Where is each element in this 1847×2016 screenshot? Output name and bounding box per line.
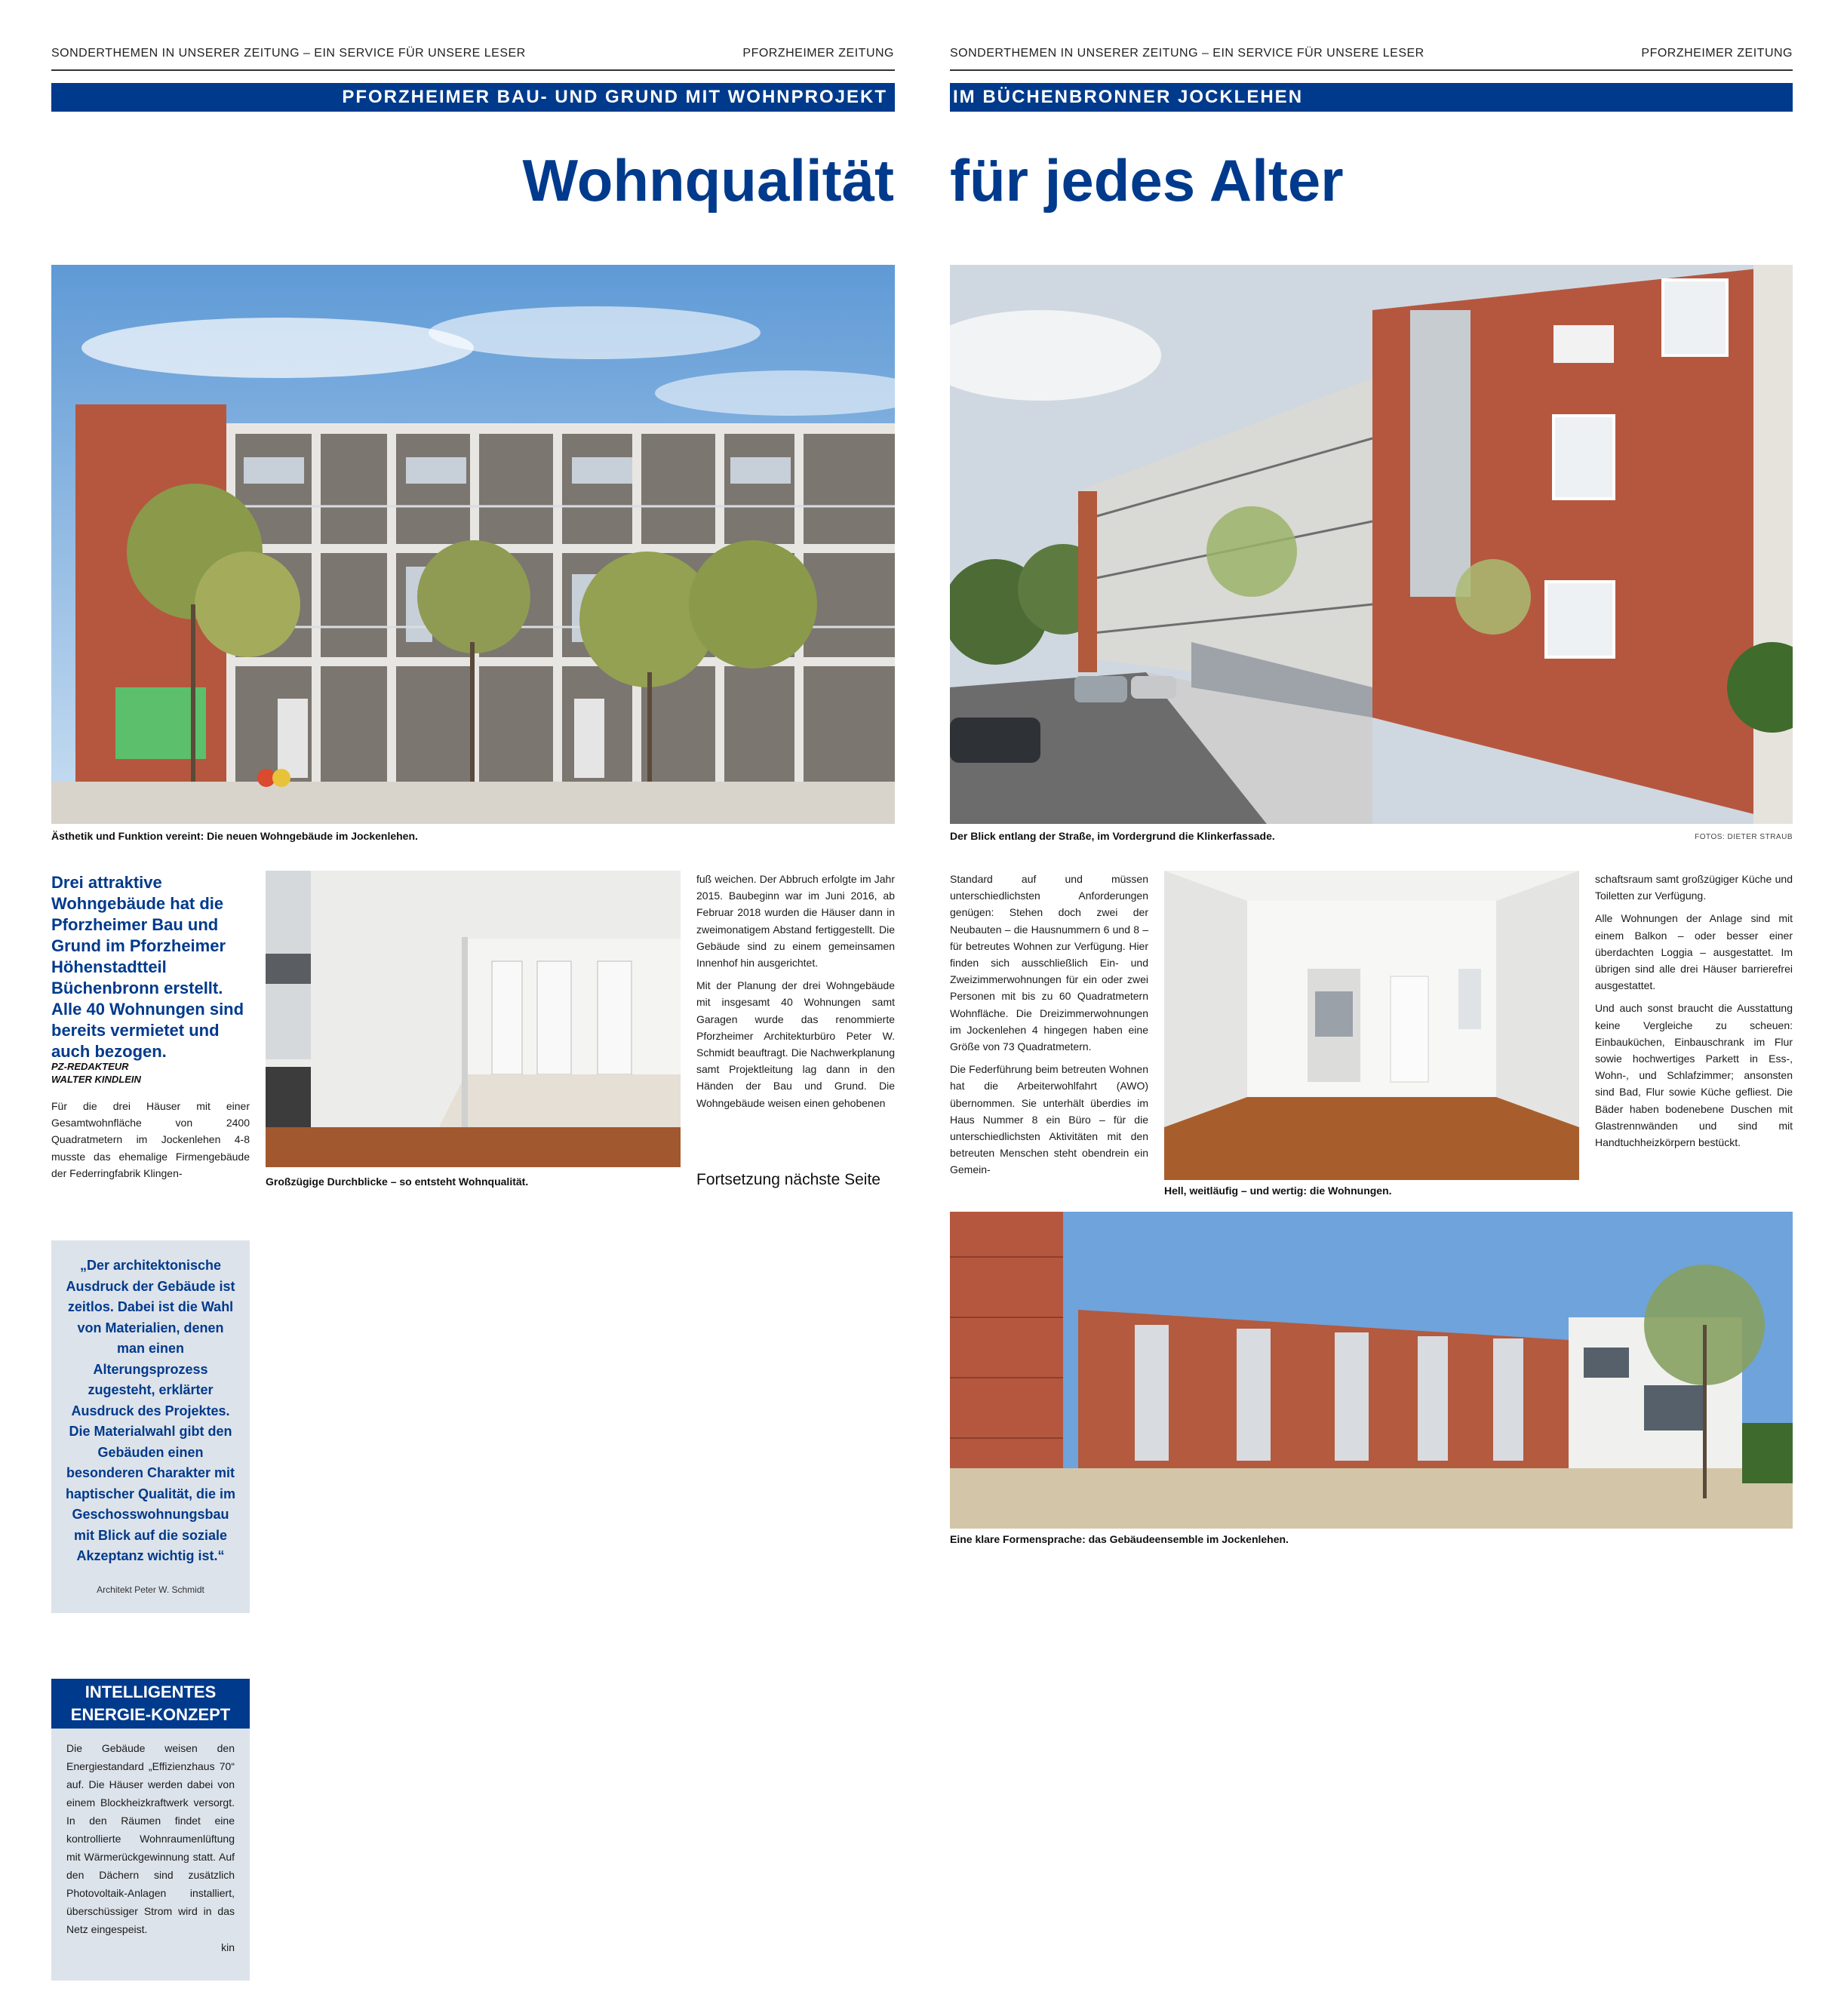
right-column-1-text: [950, 871, 1148, 1185]
quote-source: Architekt Peter W. Schmidt: [97, 1584, 204, 1595]
caption-photo-interior-hallway: Großzügige Durchblicke – so entsteht Wohnqualität.: [266, 1175, 529, 1188]
article-lead: Drei attraktive Wohngebäude hat die Pforzheimer Bau und Grund im Pforzheimer Höhenstadtteil Büchenbronn erstellt. Alle 40 Wohnungen sind bereits vermietet und auch bezogen.: [51, 873, 244, 1061]
photo-credit: FOTOS: DIETER STRAUB: [1695, 833, 1793, 841]
right-column-3-paragraph-3: Und auch sonst braucht die Ausstattung keine Vergleiche zu scheuen: Einbauküchen, Einbauschrank im Flur sowie hochwertiges Parkett in Ess-, Wohn-, und Schlafzimmer; ansonsten sind Bad, Flur sowie Küche gefliest. Die Bäder haben bodenebene Duschen mit Glastrennwänden und sind mit Handtuchheizkörpern bestückt.: [1595, 1002, 1793, 1149]
info-box-title: [51, 1679, 250, 1729]
right-column-3-paragraph-2: Alle Wohnungen der Anlage sind mit einem Balkon – oder besser einer überdachten Loggia – ausgestattet. Im übrigen sind alle drei Häuser barrierefrei ausgestattet.: [1595, 912, 1793, 992]
info-box-title-line-2: ENERGIE-KONZEPT: [70, 1705, 231, 1724]
right-header-rule: [950, 69, 1793, 71]
photo-street-view: [950, 265, 1793, 824]
right-column-1-paragraph-1: Standard auf und müssen unterschiedlichsten Anforderungen genügen: Stehen doch zwei der Neubauten – die Hausnummern 6 und 8 – für betreutes Wohnen zur Verfügung. Hier finden sich ausschließlich Ein- und Zweizimmerwohnungen für ein oder zwei Personen mit bis zu 60 Quadratmetern Wohnfläche. Die Dreizimmerwohnungen im Jockenlehen 4 hingegen haben eine Größe von 73 Quadratmetern.: [950, 873, 1148, 1053]
left-header-left: SONDERTHEMEN IN UNSERER ZEITUNG – EIN SERVICE FÜR UNSERE LESER: [51, 47, 526, 60]
left-header-rule: [51, 69, 895, 71]
right-column-1-paragraph-2: Die Federführung beim betreuten Wohnen hat die Arbeiterwohlfahrt (AWO) übernommen. Sie unterhält überdies im Haus Nummer 8 ein Büro – für die unterschiedlichsten Aktivitäten mit den betreuten Menschen steht obendrein ein Gemein-: [950, 1063, 1148, 1176]
right-column-3-paragraph-1: schaftsraum samt großzügiger Küche und Toiletten zur Verfügung.: [1595, 873, 1793, 902]
photo-courtyard-ensemble: [950, 1212, 1793, 1529]
caption-photo-courtyard-ensemble: Eine klare Formensprache: das Gebäudeensemble im Jockenlehen.: [950, 1533, 1289, 1545]
info-box-text: Die Gebäude weisen den Energiestandard „Effizienzhaus 70“ auf. Die Häuser werden dabei von einem Blockheizkraftwerk versorgt. In den Räumen findet eine kontrollierte Wohnraumenlüftung mit Wärmerückgewinnung statt. Auf den Dächern sind zusätzlich Photovoltaik-Anlagen installiert, überschüssiger Strom wird in das Netz eingespeist.: [66, 1742, 235, 1935]
left-column-1-text: Für die drei Häuser mit einer Gesamtwohnfläche von 2400 Quadratmetern im Jockenlehen 4-8 musste das ehemalige Firmengebäude der Federringfabrik Klingen-: [51, 1100, 250, 1179]
info-box-body: [51, 1729, 250, 1981]
info-box-author: kin: [221, 1941, 235, 1953]
photo-interior-hallway: [266, 871, 681, 1167]
left-header-right: PFORZHEIMER ZEITUNG: [742, 47, 894, 60]
continuation-note: Fortsetzung nächste Seite: [696, 1171, 880, 1188]
left-column-3-text: [696, 871, 895, 1117]
photo-building-front: [51, 265, 895, 824]
info-box-title-line-1: INTELLIGENTES: [85, 1683, 217, 1701]
caption-photo-street-view: Der Blick entlang der Straße, im Vordergrund die Klinkerfassade.: [950, 830, 1275, 842]
right-column-3-text: [1595, 871, 1793, 1157]
quote-box: [51, 1240, 250, 1613]
byline-author: WALTER KINDLEIN: [51, 1074, 141, 1085]
headline-left: Wohnqualität: [522, 147, 894, 214]
photo-interior-living: [1164, 871, 1579, 1180]
caption-photo-building-front: Ästhetik und Funktion vereint: Die neuen Wohngebäude im Jockenlehen.: [51, 830, 418, 842]
left-column-3-paragraph-2: Mit der Planung der drei Wohngebäude mit insgesamt 40 Wohnungen samt Garagen wurde das renommierte Pforzheimer Architekturbüro Peter W. Schmidt beauftragt. Die Nachwerkplanung samt Projektleitung lag dann in den Händen der Bau und Grund. Die Wohngebäude weisen einen gehobenen: [696, 979, 895, 1109]
byline-role: PZ-REDAKTEUR: [51, 1061, 129, 1072]
headline-right: für jedes Alter: [950, 147, 1344, 214]
left-column-3-paragraph-1: fuß weichen. Der Abbruch erfolgte im Jahr 2015. Baubeginn war im Juni 2016, ab Februar 2018 wurden die Häuser dann in zweimonatigem Abstand fertiggestellt. Die Gebäude sind zu einem gemeinsamen Innenhof hin ausgerichtet.: [696, 873, 895, 970]
caption-photo-interior-living: Hell, weitläufig – und wertig: die Wohnungen.: [1164, 1185, 1392, 1197]
quote-text: „Der architektonische Ausdruck der Gebäude ist zeitlos. Dabei ist die Wahl von Materialien, denen man einen Alterungsprozess zugesteht, erklärter Ausdruck des Projektes. Die Materialwahl gibt den Gebäuden einen besonderen Charakter mit haptischer Qualität, die im Geschosswohnungsbau mit Blick auf die soziale Akzeptanz wichtig ist.“: [65, 1258, 236, 1563]
right-section-band: IM BÜCHENBRONNER JOCKLEHEN: [950, 83, 1793, 112]
right-header-left: SONDERTHEMEN IN UNSERER ZEITUNG – EIN SERVICE FÜR UNSERE LESER: [950, 47, 1424, 60]
right-header-right: PFORZHEIMER ZEITUNG: [1641, 47, 1793, 60]
left-section-band: PFORZHEIMER BAU- UND GRUND MIT WOHNPROJEKT: [51, 83, 895, 112]
